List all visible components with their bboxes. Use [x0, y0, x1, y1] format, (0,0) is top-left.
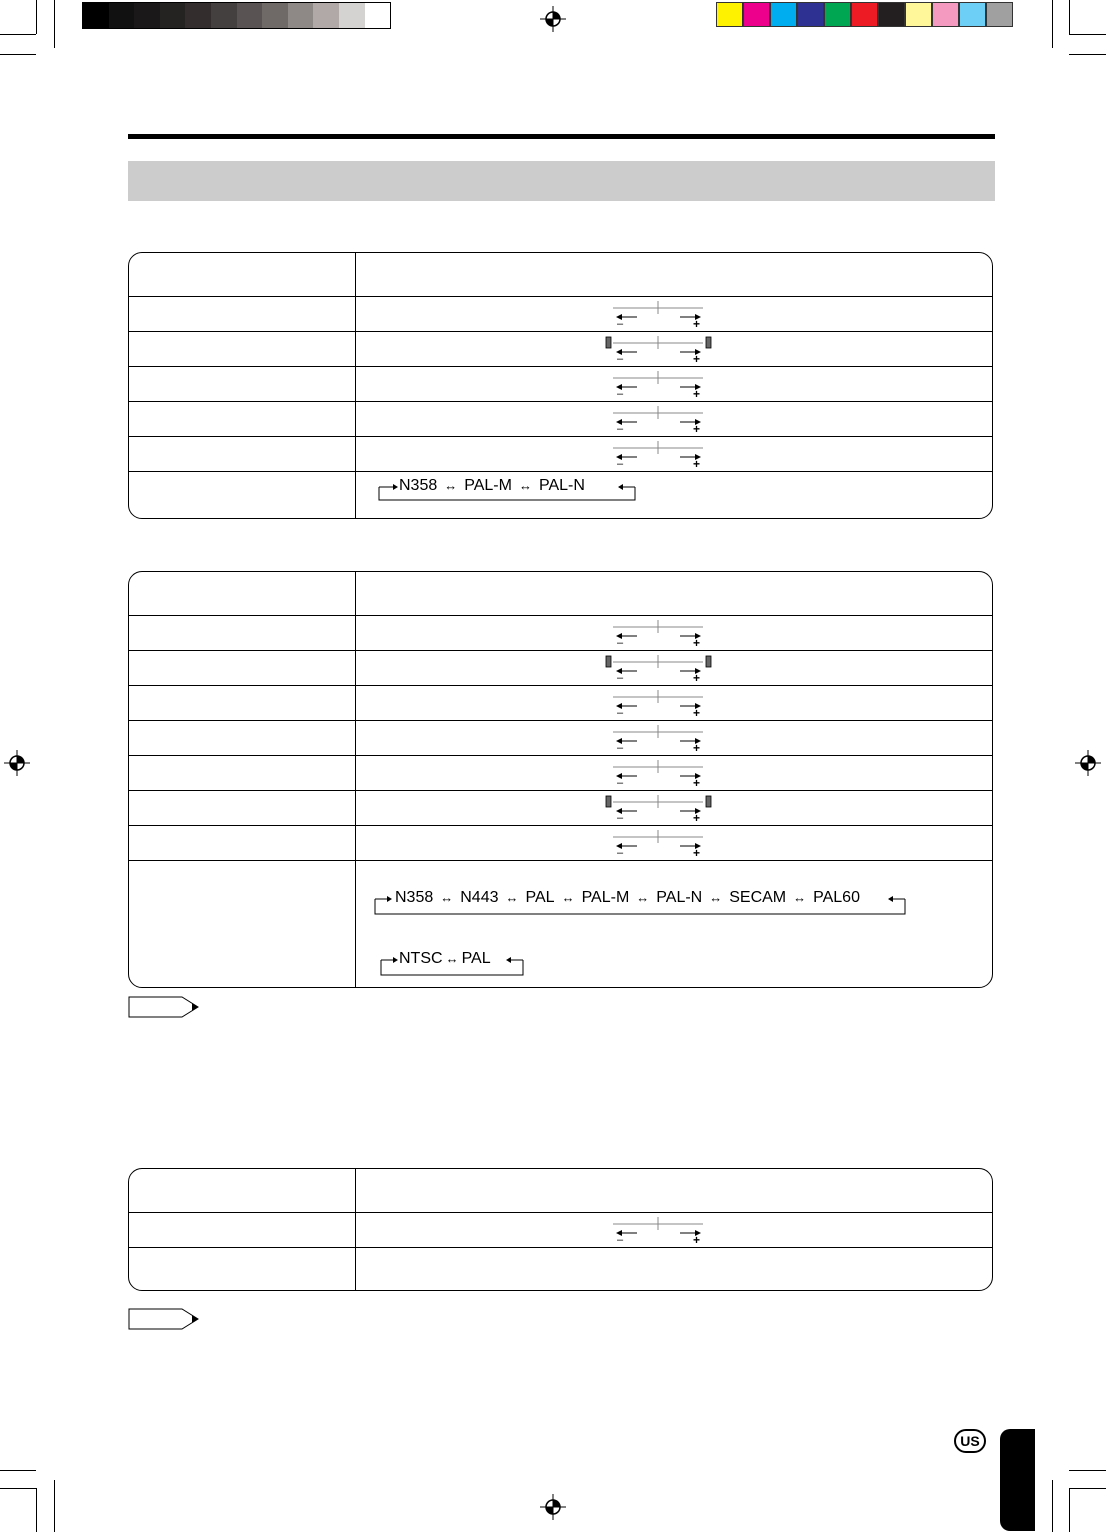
color-swatch [770, 2, 797, 27]
grayscale-swatch [160, 3, 186, 28]
registration-mark-bottom [540, 1494, 566, 1520]
crop-mark [1069, 34, 1106, 35]
registration-mark-left [4, 750, 30, 776]
table-row [129, 615, 992, 650]
minus-label: – [617, 458, 624, 468]
cycle-item: PAL-M [464, 477, 512, 494]
grayscale-swatch [134, 3, 160, 28]
crop-mark [36, 0, 37, 34]
crop-mark [0, 54, 36, 55]
registration-mark-top [540, 6, 566, 32]
crop-mark [0, 1488, 36, 1489]
table-row [129, 650, 992, 685]
slider-glyph [603, 405, 713, 433]
slider-glyph [603, 335, 713, 363]
table-row [129, 825, 992, 860]
minus-label: – [617, 637, 624, 647]
grayscale-swatch [109, 3, 135, 28]
grayscale-bar [82, 2, 391, 29]
adjust-slider [611, 370, 707, 396]
cycle-item: PAL-N [656, 889, 703, 906]
slider-glyph [603, 440, 713, 468]
cycle-item: N358 [399, 477, 438, 494]
crop-mark [1052, 1480, 1053, 1532]
crop-mark [54, 0, 55, 48]
plus-label: + [693, 811, 701, 822]
table-row [129, 1212, 992, 1247]
plus-label: + [693, 706, 701, 717]
color-swatch [986, 2, 1013, 27]
plus-label: + [693, 671, 701, 682]
minus-label: – [617, 672, 624, 682]
bidirectional-arrow-icon: ↔ [518, 478, 532, 493]
slider-glyph [603, 300, 713, 328]
bidirectional-arrow-icon: ↔ [561, 890, 575, 905]
minus-label: – [617, 318, 624, 328]
cycle-item: N358 [395, 889, 434, 906]
crop-mark [1069, 1488, 1106, 1489]
cycle-item: PAL [525, 889, 555, 906]
grayscale-swatch [339, 3, 365, 28]
table-row [129, 366, 992, 401]
table-row [129, 1247, 992, 1291]
grayscale-swatch [237, 3, 263, 28]
plus-label: + [693, 636, 701, 647]
crop-mark [1069, 1488, 1070, 1532]
cycle-item: SECAM [729, 889, 787, 906]
note-tag-icon [128, 1308, 200, 1330]
crop-mark [54, 1480, 55, 1532]
bidirectional-arrow-icon: ↔ [793, 890, 807, 905]
plus-label: + [693, 846, 701, 857]
adjust-slider [611, 335, 707, 361]
settings-table-1 [128, 252, 993, 519]
registration-mark-right [1075, 750, 1101, 776]
header-rule [128, 134, 995, 139]
adjust-slider [611, 759, 707, 785]
minus-label: – [617, 847, 624, 857]
bidirectional-arrow-icon: ↔ [636, 890, 650, 905]
bidirectional-arrow-icon: ↔ [444, 478, 458, 493]
slider-glyph [603, 654, 713, 682]
note-tag-icon [128, 996, 200, 1018]
plus-label: + [693, 457, 701, 468]
plus-label: + [693, 352, 701, 363]
adjust-slider [611, 440, 707, 466]
bidirectional-arrow-icon: ↔ [440, 890, 454, 905]
color-swatch [824, 2, 851, 27]
color-swatch [905, 2, 932, 27]
color-swatch [743, 2, 770, 27]
bidirectional-arrow-icon: ↔ [505, 890, 519, 905]
minus-label: – [617, 423, 624, 433]
adjust-slider [611, 829, 707, 855]
slider-glyph [603, 619, 713, 647]
color-system-cycle [377, 477, 585, 495]
crop-mark [0, 1470, 36, 1471]
table-row [129, 685, 992, 720]
region-badge: US [954, 1429, 986, 1453]
color-swatch [797, 2, 824, 27]
color-swatch [932, 2, 959, 27]
table-row [129, 860, 992, 988]
plus-label: + [693, 776, 701, 787]
slider-glyph [603, 689, 713, 717]
bidirectional-arrow-icon: ↔ [709, 890, 723, 905]
cycle-item: PAL [461, 950, 491, 967]
minus-label: – [617, 353, 624, 363]
crop-mark [1052, 0, 1053, 48]
table-header-row [129, 572, 992, 615]
table-row [129, 331, 992, 366]
table-row [129, 755, 992, 790]
color-swatch [851, 2, 878, 27]
slider-glyph [603, 1216, 713, 1244]
slider-glyph [603, 370, 713, 398]
grayscale-swatch [185, 3, 211, 28]
settings-table-2 [128, 571, 993, 988]
table-row [129, 790, 992, 825]
table-row [129, 471, 992, 518]
settings-table-3 [128, 1168, 993, 1291]
grayscale-swatch [211, 3, 237, 28]
section-tab [1000, 1429, 1035, 1531]
table-row [129, 401, 992, 436]
table-row [129, 720, 992, 755]
slider-glyph [603, 759, 713, 787]
table-row [129, 296, 992, 331]
system-cycle-2 [379, 950, 491, 968]
cycle-item: PAL-N [538, 477, 585, 494]
grayscale-swatch [288, 3, 314, 28]
cycle-item: PAL60 [813, 889, 860, 906]
minus-label: – [617, 707, 624, 717]
section-heading-bar [128, 161, 995, 201]
adjust-slider [611, 619, 707, 645]
plus-label: + [693, 422, 701, 433]
adjust-slider [611, 1216, 707, 1242]
grayscale-swatch [83, 3, 109, 28]
cycle-item: PAL-M [581, 889, 630, 906]
slider-glyph [603, 724, 713, 752]
minus-label: – [617, 777, 624, 787]
color-swatch [716, 2, 743, 27]
plus-label: + [693, 387, 701, 398]
adjust-slider [611, 689, 707, 715]
adjust-slider [611, 724, 707, 750]
minus-label: – [617, 1234, 624, 1244]
plus-label: + [693, 317, 701, 328]
adjust-slider [611, 794, 707, 820]
color-swatch [878, 2, 905, 27]
crop-mark [36, 1488, 37, 1532]
adjust-slider [611, 654, 707, 680]
cycle-item: N443 [460, 889, 499, 906]
grayscale-swatch [365, 3, 391, 28]
minus-label: – [617, 742, 624, 752]
grayscale-swatch [262, 3, 288, 28]
table-header-row [129, 253, 992, 296]
minus-label: – [617, 388, 624, 398]
slider-glyph [603, 829, 713, 857]
adjust-slider [611, 300, 707, 326]
minus-label: – [617, 812, 624, 822]
slider-glyph [603, 794, 713, 822]
crop-mark [1069, 1470, 1106, 1471]
grayscale-swatch [313, 3, 339, 28]
cycle-item: NTSC [399, 950, 443, 967]
plus-label: + [693, 1233, 701, 1244]
bidirectional-arrow-icon: ↔ [445, 951, 459, 966]
color-swatch [959, 2, 986, 27]
color-system-cycle [373, 889, 860, 907]
crop-mark [0, 34, 36, 35]
table-row [129, 436, 992, 471]
color-bar [716, 2, 1013, 27]
table-header-row [129, 1169, 992, 1212]
adjust-slider [611, 405, 707, 431]
plus-label: + [693, 741, 701, 752]
crop-mark [1069, 54, 1106, 55]
crop-mark [1069, 0, 1070, 34]
